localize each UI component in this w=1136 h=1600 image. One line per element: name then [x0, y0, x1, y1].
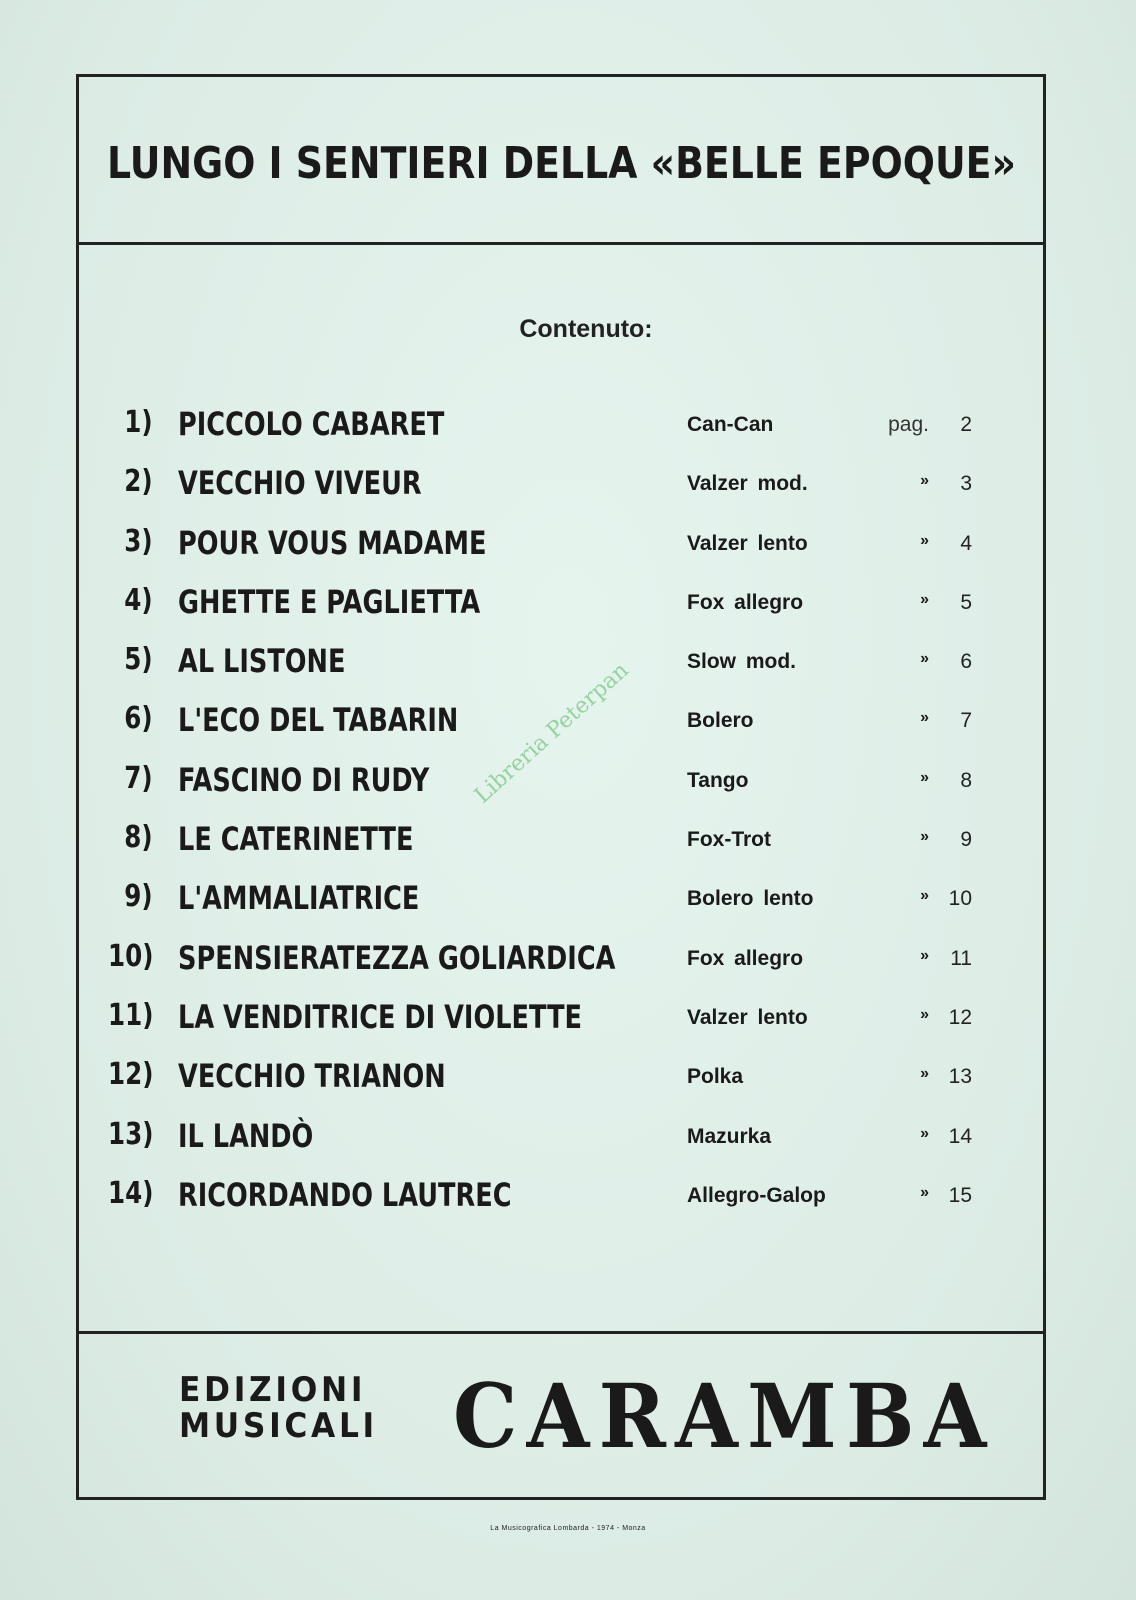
toc-dance-style: Fox-Trot [687, 828, 771, 852]
toc-page-number: 3 [960, 472, 972, 496]
toc-title: SPENSIERATEZZA GOLIARDICA [178, 938, 616, 977]
toc-row [79, 998, 1043, 1057]
toc-dance-style: Valzer lento [687, 531, 808, 555]
toc-number: 4) [124, 582, 153, 618]
toc-number: 13) [107, 1116, 153, 1152]
toc-dance-style: Fox allegro [687, 590, 804, 614]
toc-page-marker: » [920, 887, 929, 905]
toc-page-number: 10 [948, 887, 972, 911]
toc-row [79, 1117, 1043, 1176]
table-of-contents [79, 405, 1043, 1235]
toc-page-number: 8 [960, 768, 972, 792]
toc-number: 8) [124, 820, 153, 856]
toc-page-marker: » [920, 531, 929, 549]
toc-title: PICCOLO CABARET [178, 405, 445, 443]
toc-number: 6) [124, 701, 153, 737]
toc-page-marker: » [920, 946, 929, 964]
toc-number: 3) [124, 523, 153, 559]
toc-title: AL LISTONE [178, 642, 346, 681]
toc-dance-style: Slow mod. [687, 650, 796, 674]
publisher-line-2: MUSICALI [179, 1406, 378, 1446]
toc-page-marker: » [920, 1183, 929, 1201]
toc-title: VECCHIO VIVEUR [178, 464, 422, 503]
toc-number: 9) [124, 879, 153, 915]
toc-title: L'ECO DEL TABARIN [178, 701, 459, 740]
toc-page-marker: » [920, 1124, 929, 1142]
toc-title: LE CATERINETTE [178, 820, 414, 859]
toc-page-marker: » [920, 828, 929, 846]
toc-dance-style: Bolero lento [687, 887, 814, 911]
toc-title: POUR VOUS MADAME [178, 523, 487, 562]
toc-row [79, 642, 1043, 701]
content-frame [76, 74, 1046, 1500]
toc-page-marker: » [920, 1065, 929, 1083]
publisher-line-1: EDIZIONI [179, 1370, 367, 1410]
toc-title: LA VENDITRICE DI VIOLETTE [178, 997, 583, 1036]
toc-dance-style: Tango [687, 768, 749, 792]
toc-page-number: 13 [948, 1065, 972, 1089]
toc-title: GHETTE E PAGLIETTA [178, 582, 481, 621]
toc-row [79, 761, 1043, 820]
publisher-box [79, 1331, 1043, 1497]
toc-page-marker: » [920, 590, 929, 608]
toc-page-number: 5 [960, 590, 972, 614]
toc-dance-style: Fox allegro [687, 946, 804, 970]
page-title: LUNGO I SENTIERI DELLA «BELLE EPOQUE» [106, 138, 1016, 189]
toc-title: RICORDANDO LAUTREC [178, 1175, 512, 1214]
toc-number: 11) [107, 997, 153, 1033]
toc-row [79, 1176, 1043, 1235]
toc-page-number: 7 [960, 709, 972, 733]
toc-row [79, 524, 1043, 583]
toc-page-number: 12 [948, 1005, 972, 1029]
toc-number: 14) [107, 1175, 153, 1211]
toc-title: VECCHIO TRIANON [178, 1057, 446, 1096]
toc-page-marker: » [920, 472, 929, 490]
printer-imprint: La Musicografica Lombarda - 1974 - Monza [490, 1525, 646, 1532]
toc-page-number: 4 [960, 531, 972, 555]
toc-page-number: 15 [948, 1183, 972, 1207]
toc-page-number: 14 [948, 1124, 972, 1148]
toc-dance-style: Can-Can [687, 413, 774, 436]
toc-dance-style: Polka [687, 1065, 744, 1089]
toc-row [79, 879, 1043, 938]
contents-heading [79, 315, 1043, 344]
toc-row [79, 820, 1043, 879]
toc-page-number: 11 [950, 946, 972, 970]
toc-number: 10) [107, 938, 153, 974]
toc-row [79, 939, 1043, 998]
toc-number: 2) [124, 464, 153, 500]
toc-row [79, 1057, 1043, 1116]
publisher-brand: CARAMBA [453, 1364, 996, 1468]
toc-page-marker: » [920, 650, 929, 668]
toc-dance-style: Allegro-Galop [687, 1183, 826, 1207]
toc-title: IL LANDÒ [178, 1116, 314, 1155]
toc-page-number: 2 [960, 413, 972, 436]
toc-page-marker: » [920, 1005, 929, 1023]
toc-dance-style: Valzer mod. [687, 472, 808, 496]
toc-title: L'AMMALIATRICE [178, 879, 420, 918]
publisher-name [179, 1372, 395, 1444]
contents-heading-text: Contenuto: [519, 315, 653, 343]
toc-number: 7) [124, 760, 153, 796]
toc-title: FASCINO DI RUDY [178, 760, 430, 799]
toc-page-number: 6 [960, 650, 972, 674]
toc-row [79, 583, 1043, 642]
toc-dance-style: Mazurka [687, 1124, 772, 1148]
watermark: Libreria Peterpan [470, 657, 634, 809]
toc-row [79, 464, 1043, 523]
toc-dance-style: Valzer lento [687, 1005, 808, 1029]
title-box [79, 77, 1043, 245]
toc-dance-style: Bolero [687, 709, 754, 733]
toc-number: 12) [107, 1057, 153, 1093]
toc-page-number: 9 [960, 828, 972, 852]
toc-page-marker: » [920, 709, 929, 727]
toc-page-marker: » [920, 768, 929, 786]
toc-number: 5) [124, 642, 153, 678]
toc-row [79, 405, 1043, 464]
toc-page-marker: pag. [888, 413, 929, 436]
toc-number: 1) [124, 405, 153, 440]
